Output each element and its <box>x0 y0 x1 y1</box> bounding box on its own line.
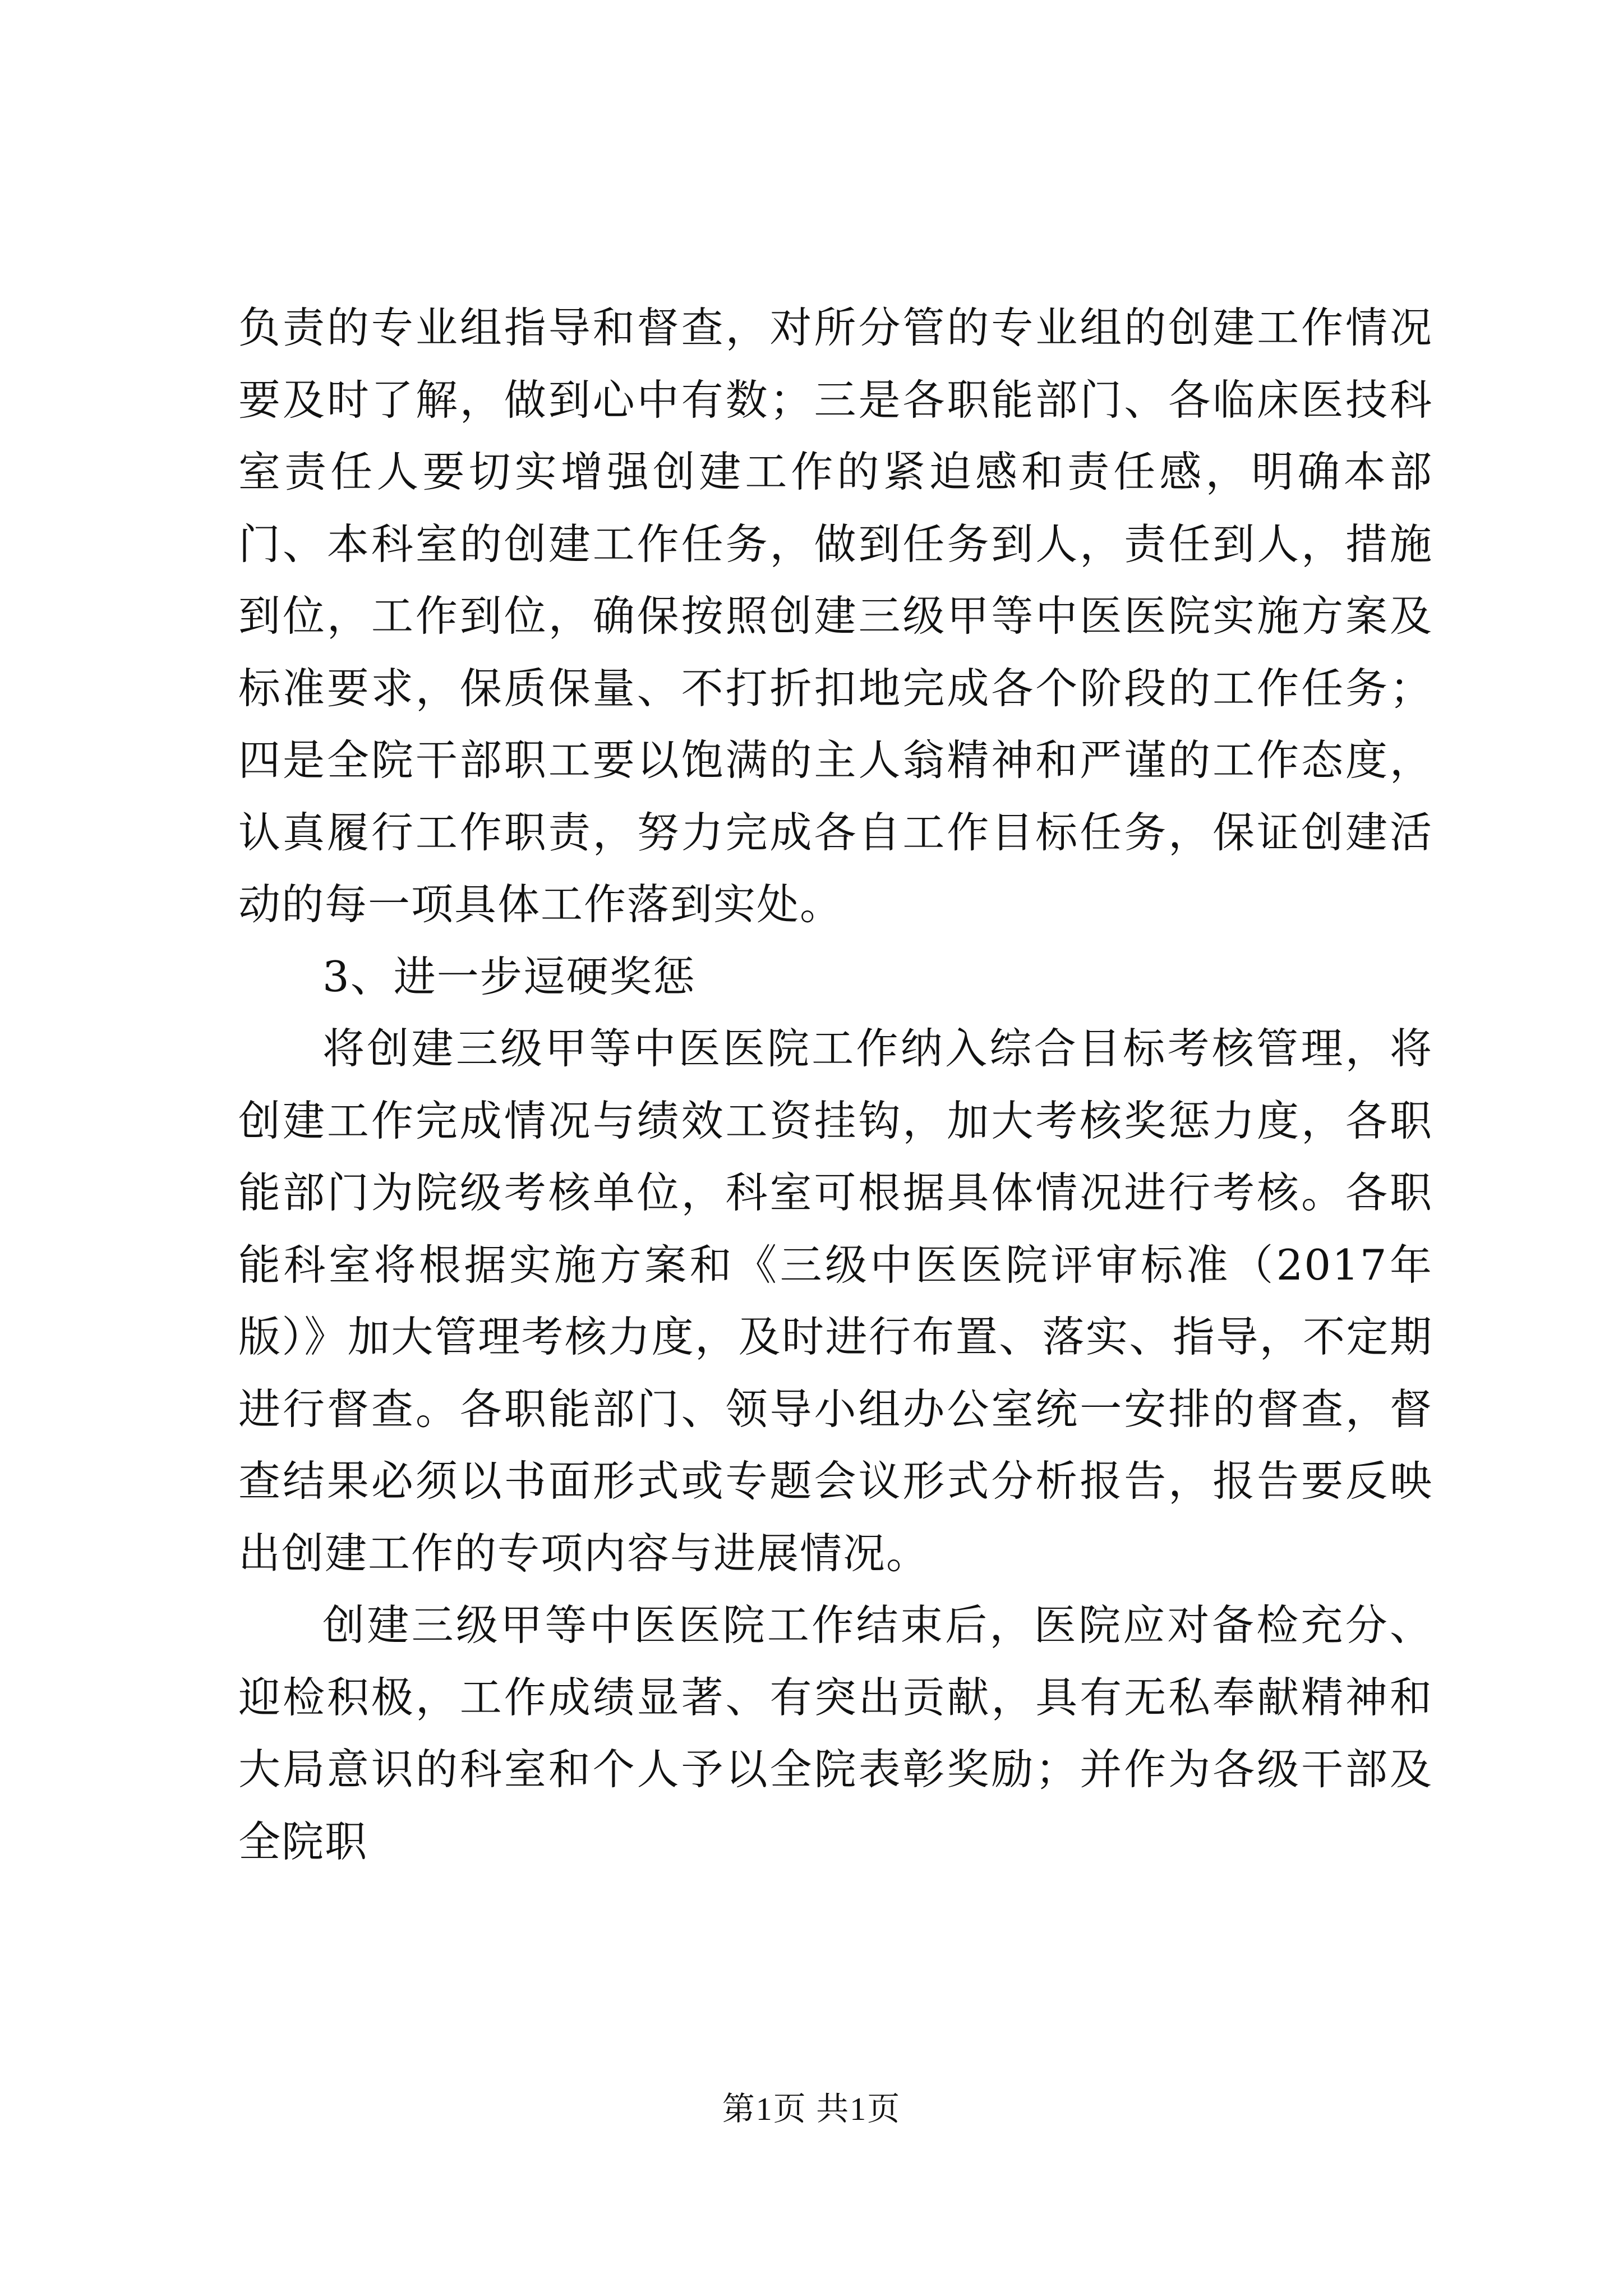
section-heading: 3、进一步逗硬奖惩 <box>322 951 696 1001</box>
document-body <box>238 292 1433 1878</box>
paragraph-assessment: 将创建三级甲等中医医院工作纳入综合目标考核管理，将创建工作完成情况与绩效工资挂钩，加大考核奖惩力度，各职能部门为院级考核单位，科室可根据具体情况进行考核。各职能科室将根据实施方案和《三级中医医院评审标准（2017年版）》加大管理考核力度，及时进行布置、落实、指导，不定期进行督查。各职能部门、领导小组办公室统一安排的督查，督查结果必须以书面形式或专题会议形式分析报告，报告要反映出创建工作的专项内容与进展情况。 <box>238 1024 1433 1578</box>
paragraph-commendation: 创建三级甲等中医医院工作结束后，医院应对备检充分、迎检积极，工作成绩显著、有突出贡献，具有无私奉献精神和大局意识的科室和个人予以全院表彰奖励；并作为各级干部及全院职 <box>238 1600 1433 1866</box>
page-footer: 第1页 共1页 <box>722 2091 901 2127</box>
paragraph-continuation: 负责的专业组指导和督查，对所分管的专业组的创建工作情况要及时了解，做到心中有数；三是各职能部门、各临床医技科室责任人要切实增强创建工作的紧迫感和责任感，明确本部门、本科室的创建工作任务，做到任务到人，责任到人，措施到位，工作到位，确保按照创建三级甲等中医医院实施方案及标准要求，保质保量、不打折扣地完成各个阶段的工作任务；四是全院干部职工要以饱满的主人翁精神和严谨的工作态度，认真履行工作职责，努力完成各自工作目标任务，保证创建活动的每一项具体工作落到实处。 <box>238 303 1433 929</box>
